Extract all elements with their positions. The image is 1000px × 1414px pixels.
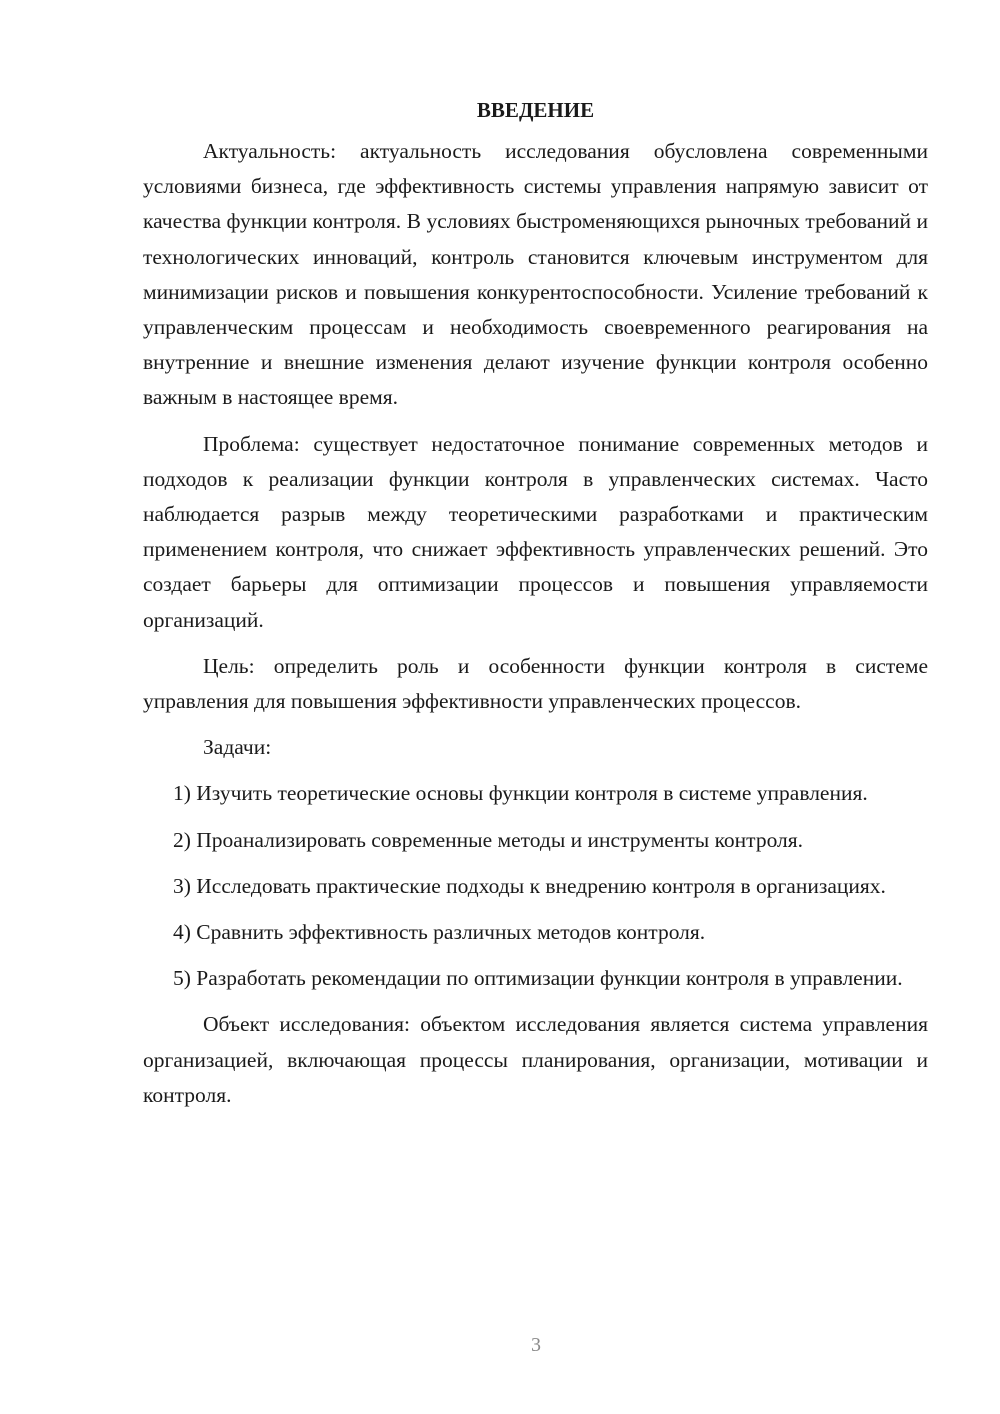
goal-paragraph: Цель: определить роль и особенности функции контроля в системе управления для повышения эффективности управленческих процессов. [143,653,928,714]
tasks-label: Задачи: [203,735,272,760]
object-paragraph: Объект исследования: объектом исследования является система управления организацией, включающая процессы планирования, организации, мотивации и контроля. [143,1012,928,1107]
task-item: 1) Изучить теоретические основы функции контроля в системе управления. [173,781,868,806]
task-item: 5) Разработать рекомендации по оптимизации функции контроля в управлении. [173,966,903,991]
page-content [143,94,928,1124]
problem-paragraph: Проблема: существует недостаточное понимание современных методов и подходов к реализации функции контроля в управленческих системах. Часто наблюдается разрыв между теоретическими разработками и практическим применением контроля, что снижает эффективность управленческих решений. Это создает барьеры для оптимизации процессов и повышения управляемости организаций. [143,431,928,632]
task-item: 2) Проанализировать современные методы и инструменты контроля. [173,827,804,852]
section-heading: ВВЕДЕНИЕ [476,98,595,122]
relevance-paragraph: Актуальность: актуальность исследования обусловлена современными условиями бизнеса, где эффективность системы управления напрямую зависит от качества функции контроля. В условиях быстроменяющихся рыночных требований и технологических инноваций, контроль становится ключевым инструментом для минимизации рисков и повышения конкурентоспособности. Усиление требований к управленческим процессам и необходимость своевременного реагирования на внутренние и внешние изменения делают изучение функции контроля особенно важным в настоящее время. [143,139,928,410]
task-item: 3) Исследовать практические подходы к внедрению контроля в организациях. [173,873,886,898]
page-number: 3 [531,1334,541,1356]
task-item: 4) Сравнить эффективность различных методов контроля. [173,920,706,945]
